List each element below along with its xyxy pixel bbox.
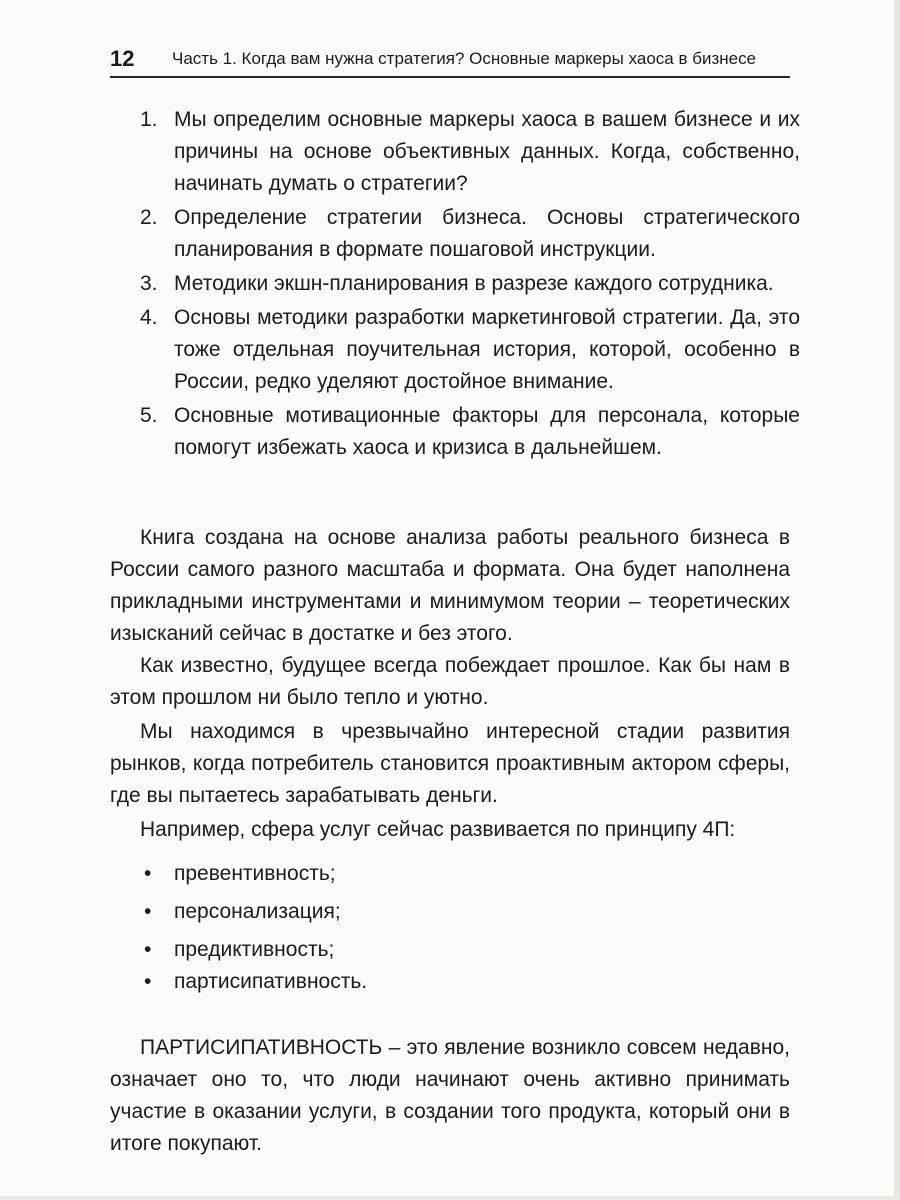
numbered-list — [140, 104, 800, 466]
list-item — [140, 202, 800, 266]
bullet-icon: • — [144, 900, 152, 923]
list-item-number: 1. — [140, 108, 158, 131]
bullet-text: предиктивность; — [174, 938, 335, 961]
running-head: Часть 1. Когда вам нужна стратегия? Основные маркеры хаоса в бизнесе — [172, 49, 757, 68]
bullet-text: партисипативность. — [174, 970, 368, 993]
page-number: 12 — [110, 46, 135, 71]
paragraph-book-basis: Книга создана на основе анализа работы реального бизнеса в России самого разного масштаба и формата. Она будет наполнена прикладными инструментами и минимумом теории – теоретических изысканий сейчас в достатке и без этого. — [110, 526, 790, 645]
list-item-number: 3. — [140, 272, 158, 295]
bullet-list — [140, 858, 740, 1004]
list-item-text: Мы определим основные маркеры хаоса в вашем бизнесе и их причины на основе объективных данных. Когда, собственно, начинать думать о стратегии? — [174, 108, 800, 195]
list-item-number: 2. — [140, 206, 158, 229]
paragraph-market-stage: Мы находимся в чрезвычайно интересной стадии развития рынков, когда потребитель становится проактивным актором сферы, где вы пытаетесь зарабатывать деньги. — [110, 720, 790, 807]
bullet-item — [140, 934, 740, 966]
page-edge-bottom — [0, 1196, 900, 1200]
bullet-icon: • — [144, 862, 152, 885]
list-item-number: 5. — [140, 404, 158, 427]
list-item-text: Основы методики разработки маркетинговой стратегии. Да, это тоже отдельная поучительная история, которой, особенно в России, редко уделяют достойное внимание. — [174, 306, 800, 393]
bullet-icon: • — [144, 938, 152, 961]
list-item — [140, 302, 800, 398]
header-rule — [110, 76, 790, 78]
list-item — [140, 268, 800, 300]
bullet-item — [140, 896, 740, 934]
page-header — [110, 44, 790, 74]
list-item — [140, 400, 800, 464]
list-item-text: Определение стратегии бизнеса. Основы стратегического планирования в формате пошаговой инструкции. — [174, 206, 800, 261]
list-item-text: Основные мотивационные факторы для персонала, которые помогут избежать хаоса и кризиса в дальнейшем. — [174, 404, 800, 459]
paragraph-participativity: ПАРТИСИПАТИВНОСТЬ – это явление возникло совсем недавно, означает оно то, что люди начинают очень активно принимать участие в оказании услуги, в создании того продукта, который они в итоге покупают. — [110, 1036, 790, 1155]
list-item — [140, 104, 800, 200]
bullet-text: превентивность; — [174, 862, 336, 885]
bullet-item — [140, 966, 740, 1004]
list-item-number: 4. — [140, 306, 158, 329]
paragraph-4p-intro: Например, сфера услуг сейчас развивается по принципу 4П: — [140, 818, 736, 841]
bullet-item — [140, 858, 740, 896]
bullet-icon: • — [144, 970, 152, 993]
page-edge-right — [894, 0, 900, 1200]
list-item-text: Методики экшн-планирования в разрезе каждого сотрудника. — [174, 272, 774, 295]
paragraph-future-past: Как известно, будущее всегда побеждает прошлое. Как бы нам в этом прошлом ни было тепло и уютно. — [110, 654, 790, 709]
bullet-text: персонализация; — [174, 900, 341, 923]
